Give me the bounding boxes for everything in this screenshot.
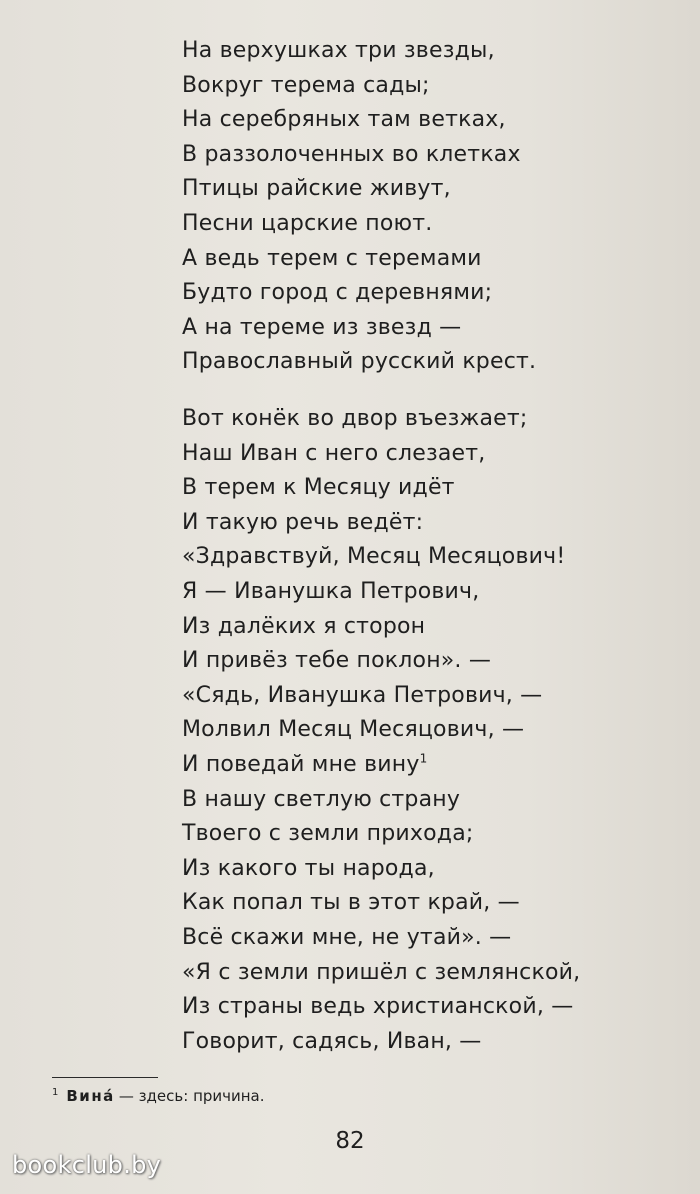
- verse-line: Из далёких я сторон: [182, 613, 426, 639]
- stanza-1: [182, 34, 682, 380]
- verse-line: Наш Иван с него слезает,: [182, 440, 486, 466]
- verse-line: Птицы райские живут,: [182, 176, 451, 202]
- footnote-reference: 1: [419, 751, 428, 766]
- verse-line: Песни царские поют.: [182, 210, 433, 236]
- stanza-2: [182, 402, 682, 1059]
- verse-line: Всё скажи мне, не утай». —: [182, 924, 512, 950]
- footnote-divider: [52, 1077, 158, 1078]
- footnote: [52, 1086, 265, 1106]
- verse-line: А ведь терем с теремами: [182, 245, 482, 271]
- verse-line: Будто город с деревнями;: [182, 280, 493, 306]
- verse-line: Как попал ты в этот край, —: [182, 890, 520, 916]
- verse-line: А на тереме из звезд —: [182, 314, 462, 340]
- verse-line: И такую речь ведёт:: [182, 509, 424, 535]
- verse-line: Говорит, садясь, Иван, —: [182, 1028, 482, 1054]
- verse-line: В терем к Месяцу идёт: [182, 475, 455, 501]
- verse-line: Из страны ведь христианской, —: [182, 994, 574, 1020]
- verse-line-text: И поведай мне вину: [182, 751, 420, 777]
- verse-line: Твоего с земли прихода;: [182, 821, 474, 847]
- verse-line: Из какого ты народа,: [182, 855, 435, 881]
- verse-line: «Сядь, Иванушка Петрович, —: [182, 682, 543, 708]
- verse-line: Православный русский крест.: [182, 349, 537, 375]
- verse-line-with-footnote: [182, 748, 682, 783]
- footnote-text: — здесь: причина.: [118, 1087, 265, 1105]
- verse-line: В раззолоченных во клетках: [182, 141, 521, 167]
- verse-line: Я — Иванушка Петрович,: [182, 578, 480, 604]
- verse-line: «Я с земли пришёл с землянской,: [182, 959, 581, 985]
- footnote-term: Вина́: [66, 1087, 115, 1105]
- verse-line: И привёз тебе поклон». —: [182, 648, 492, 674]
- verse-line: Вот конёк во двор въезжает;: [182, 406, 528, 431]
- footnote-mark: 1: [52, 1087, 59, 1098]
- verse-line: Вокруг терема сады;: [182, 72, 430, 98]
- watermark: bookclub.by: [12, 1151, 162, 1179]
- verse-line: В нашу светлую страну: [182, 786, 461, 812]
- verse-line: На верхушках три звезды,: [182, 38, 495, 63]
- verse-line: «Здравствуй, Месяц Месяцович!: [182, 544, 566, 570]
- verse-line: Молвил Месяц Месяцович, —: [182, 717, 525, 743]
- verse-line: На серебряных там ветках,: [182, 107, 506, 133]
- page-number: 82: [335, 1128, 365, 1154]
